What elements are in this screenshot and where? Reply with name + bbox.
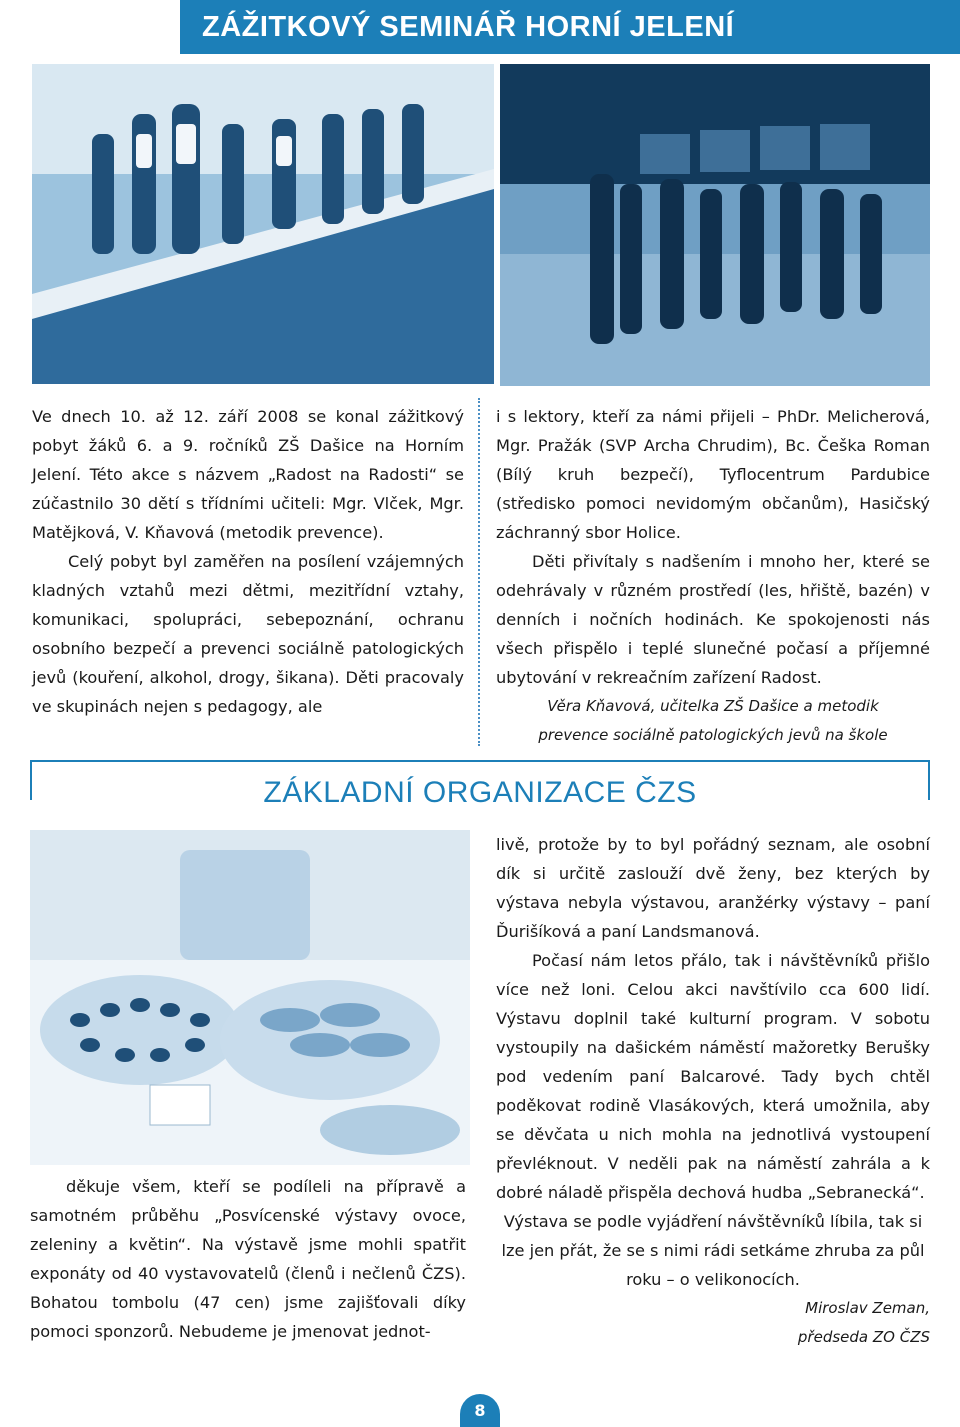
article2-right-p1: livě, protože by to byl pořádný seznam, ale osobní dík si určitě zaslouží dvě ženy, bez kterých by výstava nebyla výstavou, aranžérky výstavy – paní Ďurišíková a paní Landsmanová.: [496, 835, 930, 941]
page-number-tab: [460, 1394, 500, 1427]
section-heading-box: [30, 760, 930, 826]
article1-left-column: [32, 402, 464, 721]
photo-pool: [32, 64, 494, 384]
photo-exhibition-illustration: [30, 830, 470, 1165]
article1-signature-1: Věra Kňavová, učitelka ZŠ Dašice a metodik: [547, 697, 879, 715]
page-margin: [0, 0, 6, 1427]
article2-signature-2: předseda ZO ČZS: [797, 1328, 930, 1346]
article1-right-column: [496, 402, 930, 750]
photo-group: [500, 64, 930, 386]
article2-left-column: [30, 1172, 466, 1346]
section-heading-rule-right: [928, 760, 930, 800]
article1-left-p1: Ve dnech 10. až 12. září 2008 se konal zážitkový pobyt žáků 6. a 9. ročníků ZŠ Dašice na Horním Jelení. Této akce s názvem „Radost na Radosti“ se zúčastnilo 30 dětí s třídními učiteli: Mgr. Vlček, Mgr. Matějková, V. Kňavová (metodik prevence).: [32, 407, 464, 542]
article2-left-p1: děkuje všem, kteří se podíleli na přípravě a samotném průběhu „Posvícenské výstavy ovoce, zeleniny a květin“. Na výstavě jsme mohli spatřit exponáty od 40 vystavovatelů (členů i nečlenů ČZS). Bohatou tombolu (47 cen) jsme zajišťovali díky pomoci sponzorů. Nebudeme je jmenovat jednot-: [30, 1177, 466, 1341]
article2-signature-1: Miroslav Zeman,: [805, 1299, 930, 1317]
article1-signature-2: prevence sociálně patologických jevů na škole: [538, 726, 888, 744]
photo-exhibition: [30, 830, 470, 1165]
article1-right-p2: Děti přivítaly s nadšením i mnoho her, které se odehrávaly v různém prostředí (les, hřiště, bazén) v denních i nočních hodinách. Ke spokojenosti nás všech přispělo i teplé slunečné počasí a příjemné ubytování v rekreačním zařízení Radost.: [496, 552, 930, 687]
article2-right-p3: Výstava se podle vyjádření návštěvníků líbila, tak si lze jen přát, že se s nimi rádi setkáme zhruba za půl roku – o velikonocích.: [501, 1212, 925, 1289]
page-number: 8: [474, 1401, 486, 1420]
page-title: ZÁŽITKOVÝ SEMINÁŘ HORNÍ JELENÍ: [202, 10, 735, 43]
photo-group-illustration: [500, 64, 930, 386]
page-banner: [180, 0, 960, 54]
article1-right-p1: i s lektory, kteří za námi přijeli – PhDr. Melicherová, Mgr. Pražák (SVP Archa Chrudim), Bc. Češka Roman (Bílý kruh bezpečí), Tyflocentrum Pardubice (středisko pomoci nevidomým občanům), Hasičský záchranný sbor Holice.: [496, 407, 930, 542]
section-heading: ZÁKLADNÍ ORGANIZACE ČZS: [263, 776, 697, 809]
column-divider: [478, 398, 480, 746]
photo-pool-illustration: [32, 64, 494, 384]
article2-right-column: [496, 830, 930, 1352]
section-heading-rule-left: [30, 760, 32, 800]
article1-left-p2: Celý pobyt byl zaměřen na posílení vzájemných kladných vztahů mezi dětmi, mezitřídní vztahy, komunikaci, spolupráci, sebepoznání, ochranu osobního bezpečí a prevenci sociálně patologických jevů (kouření, alkohol, drogy, šikana). Děti pracovaly ve skupinách nejen s pedagogy, ale: [32, 552, 464, 716]
section-heading-rule: [30, 760, 930, 762]
article2-right-p2: Počasí nám letos přálo, tak i návštěvníků přišlo více než loni. Celou akci navštívilo cca 600 lidí. Výstavu doplnil také kulturní program. V sobotu vystoupily na dašickém náměstí mažoretky Berušky pod vedením paní Balcarové. Tady bych chtěl poděkovat rodině Vlasákových, která umožnila, aby se děvčata u nich mohla na jednotlivá vystoupení převléknout. V neděli pak na náměstí zahrála a k dobré náladě přispěla dechová hudba „Sebranecká“.: [496, 951, 930, 1202]
